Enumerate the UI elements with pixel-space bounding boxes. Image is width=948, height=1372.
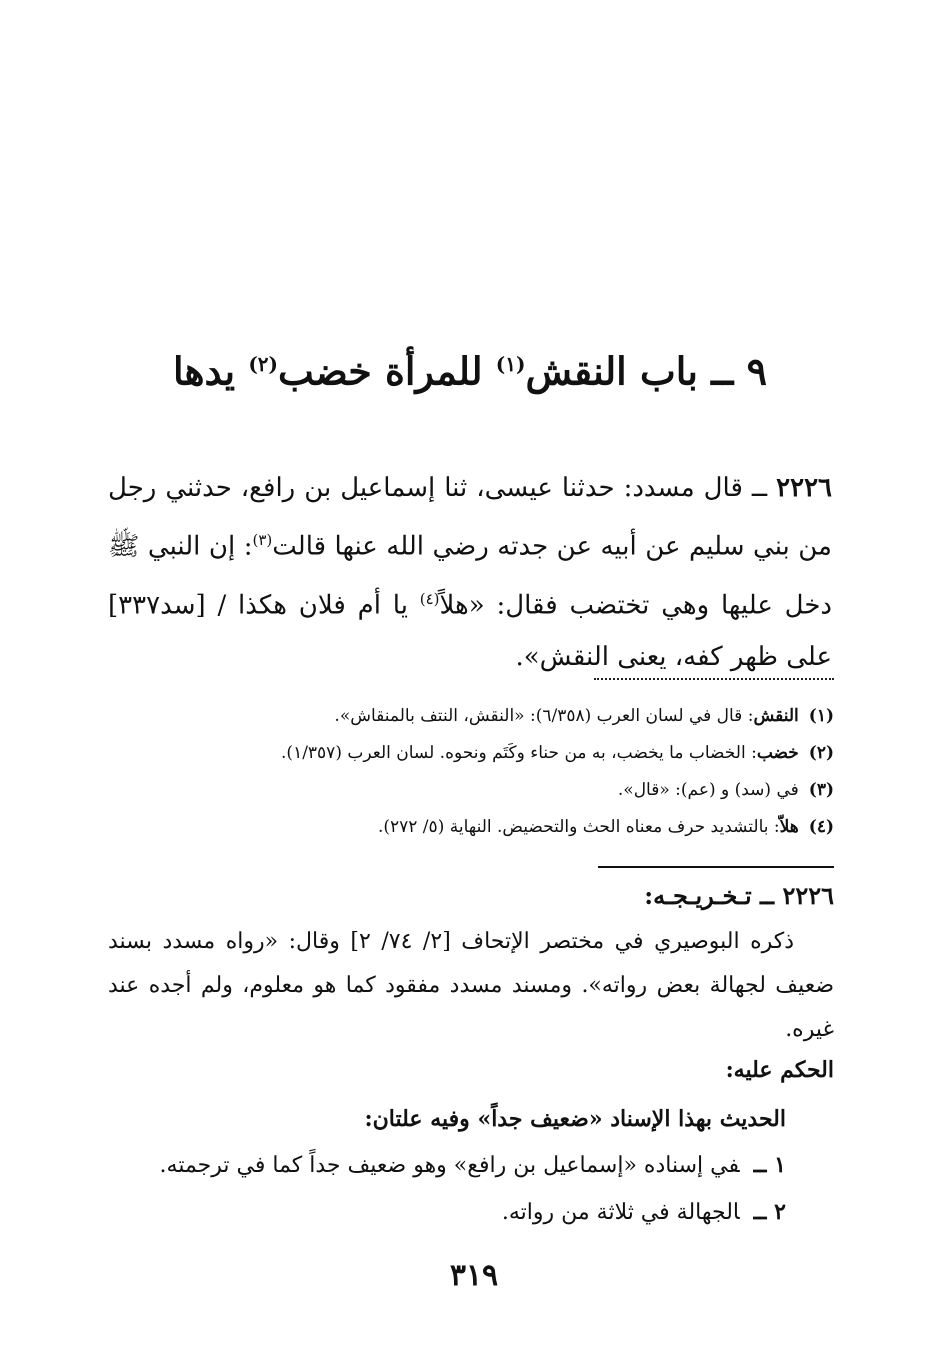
footnote-number: (٣)	[808, 780, 834, 800]
footnote-text: : قال في لسان العرب (٦/٣٥٨): «النقش، النتف بالمنقاش».	[334, 706, 754, 726]
hadith-number: ٢٢٢٦	[776, 473, 832, 503]
chapter-title-prefix: ٩ ــ باب النقش	[525, 348, 768, 394]
hadith-text-part3: يا أم فلان هكذا / [سد٣٣٧] على ظهر كفه، يعنى النقش».	[108, 590, 832, 673]
ruling-reason-1	[150, 1142, 786, 1189]
footnote-text: : بالتشديد حرف معناه الحث والتحضيض. النهاية (٥/ ٢٧٢).	[377, 817, 780, 837]
footnotes	[110, 698, 834, 846]
hadith-text	[108, 462, 832, 683]
footnote-number: (٤)	[808, 817, 834, 837]
footnote-text: في (سد) و (عم): «قال».	[617, 780, 799, 800]
footnote-term: هلاّ	[779, 817, 799, 837]
chapter-title-suffix: يدها	[172, 348, 249, 394]
ruling-body	[150, 1096, 786, 1236]
takhrij-body: ذكره البوصيري في مختصر الإتحاف [٢/ ٧٤/ ٢] وقال: «رواه مسدد بسند ضعيف لجهالة بعض رواته». ومسند مسدد مفقود كما هو معلوم، ولم أجده عند غيره.	[108, 929, 834, 1042]
hadith-text-part2: : إن النبي ﷺ دخل عليها وهي تختضب فقال: «هلاً	[108, 531, 832, 621]
footnote-number: (٢)	[808, 743, 834, 763]
footnote-term: خضب	[756, 743, 799, 763]
footnote-4	[110, 809, 834, 846]
footnote-separator	[594, 678, 834, 680]
ruling-summary: الحديث بهذا الإسناد «ضعيف جداً» وفيه علتان:	[364, 1106, 786, 1132]
chapter-title	[160, 336, 780, 400]
reason-text: الجهالة في ثلاثة من رواته.	[501, 1200, 740, 1225]
ruling-heading: الحكم عليه:	[725, 1057, 834, 1083]
ruling-reason-2	[150, 1189, 786, 1236]
takhrij-heading: ٢٢٢٦ ــ تـخـريـجـه:	[644, 881, 834, 910]
footnote-3	[110, 772, 834, 809]
footnote-ref-1: (١)	[495, 352, 526, 376]
footnote-ref-3: (٣)	[252, 531, 273, 549]
footnote-text: : الخضاب ما يخضب، به من حناء وكَتَم ونحوه. لسان العرب (١/٣٥٧).	[281, 743, 757, 763]
hadith-text-part1: ــ قال مسدد: حدثنا عيسى، ثنا إسماعيل بن رافع، حدثني رجل من بني سليم عن أبيه عن جدته رضي الله عنها قالت	[108, 473, 832, 562]
reason-text: في إسناده «إسماعيل بن رافع» وهو ضعيف جداً كما في ترجمته.	[159, 1153, 740, 1178]
footnote-number: (١)	[808, 706, 834, 726]
footnote-term: النقش	[753, 706, 799, 726]
footnote-2	[110, 735, 834, 772]
chapter-title-middle: للمرأة خضب	[278, 348, 496, 394]
reason-number: ٢ ــ	[753, 1199, 786, 1225]
section-separator	[598, 866, 834, 868]
reason-number: ١ ــ	[753, 1152, 786, 1178]
footnote-1	[110, 698, 834, 735]
page-number: ٣١٩	[449, 1258, 499, 1293]
footnote-ref-4: (٤)	[419, 589, 440, 608]
footnote-ref-2: (٢)	[248, 352, 278, 376]
